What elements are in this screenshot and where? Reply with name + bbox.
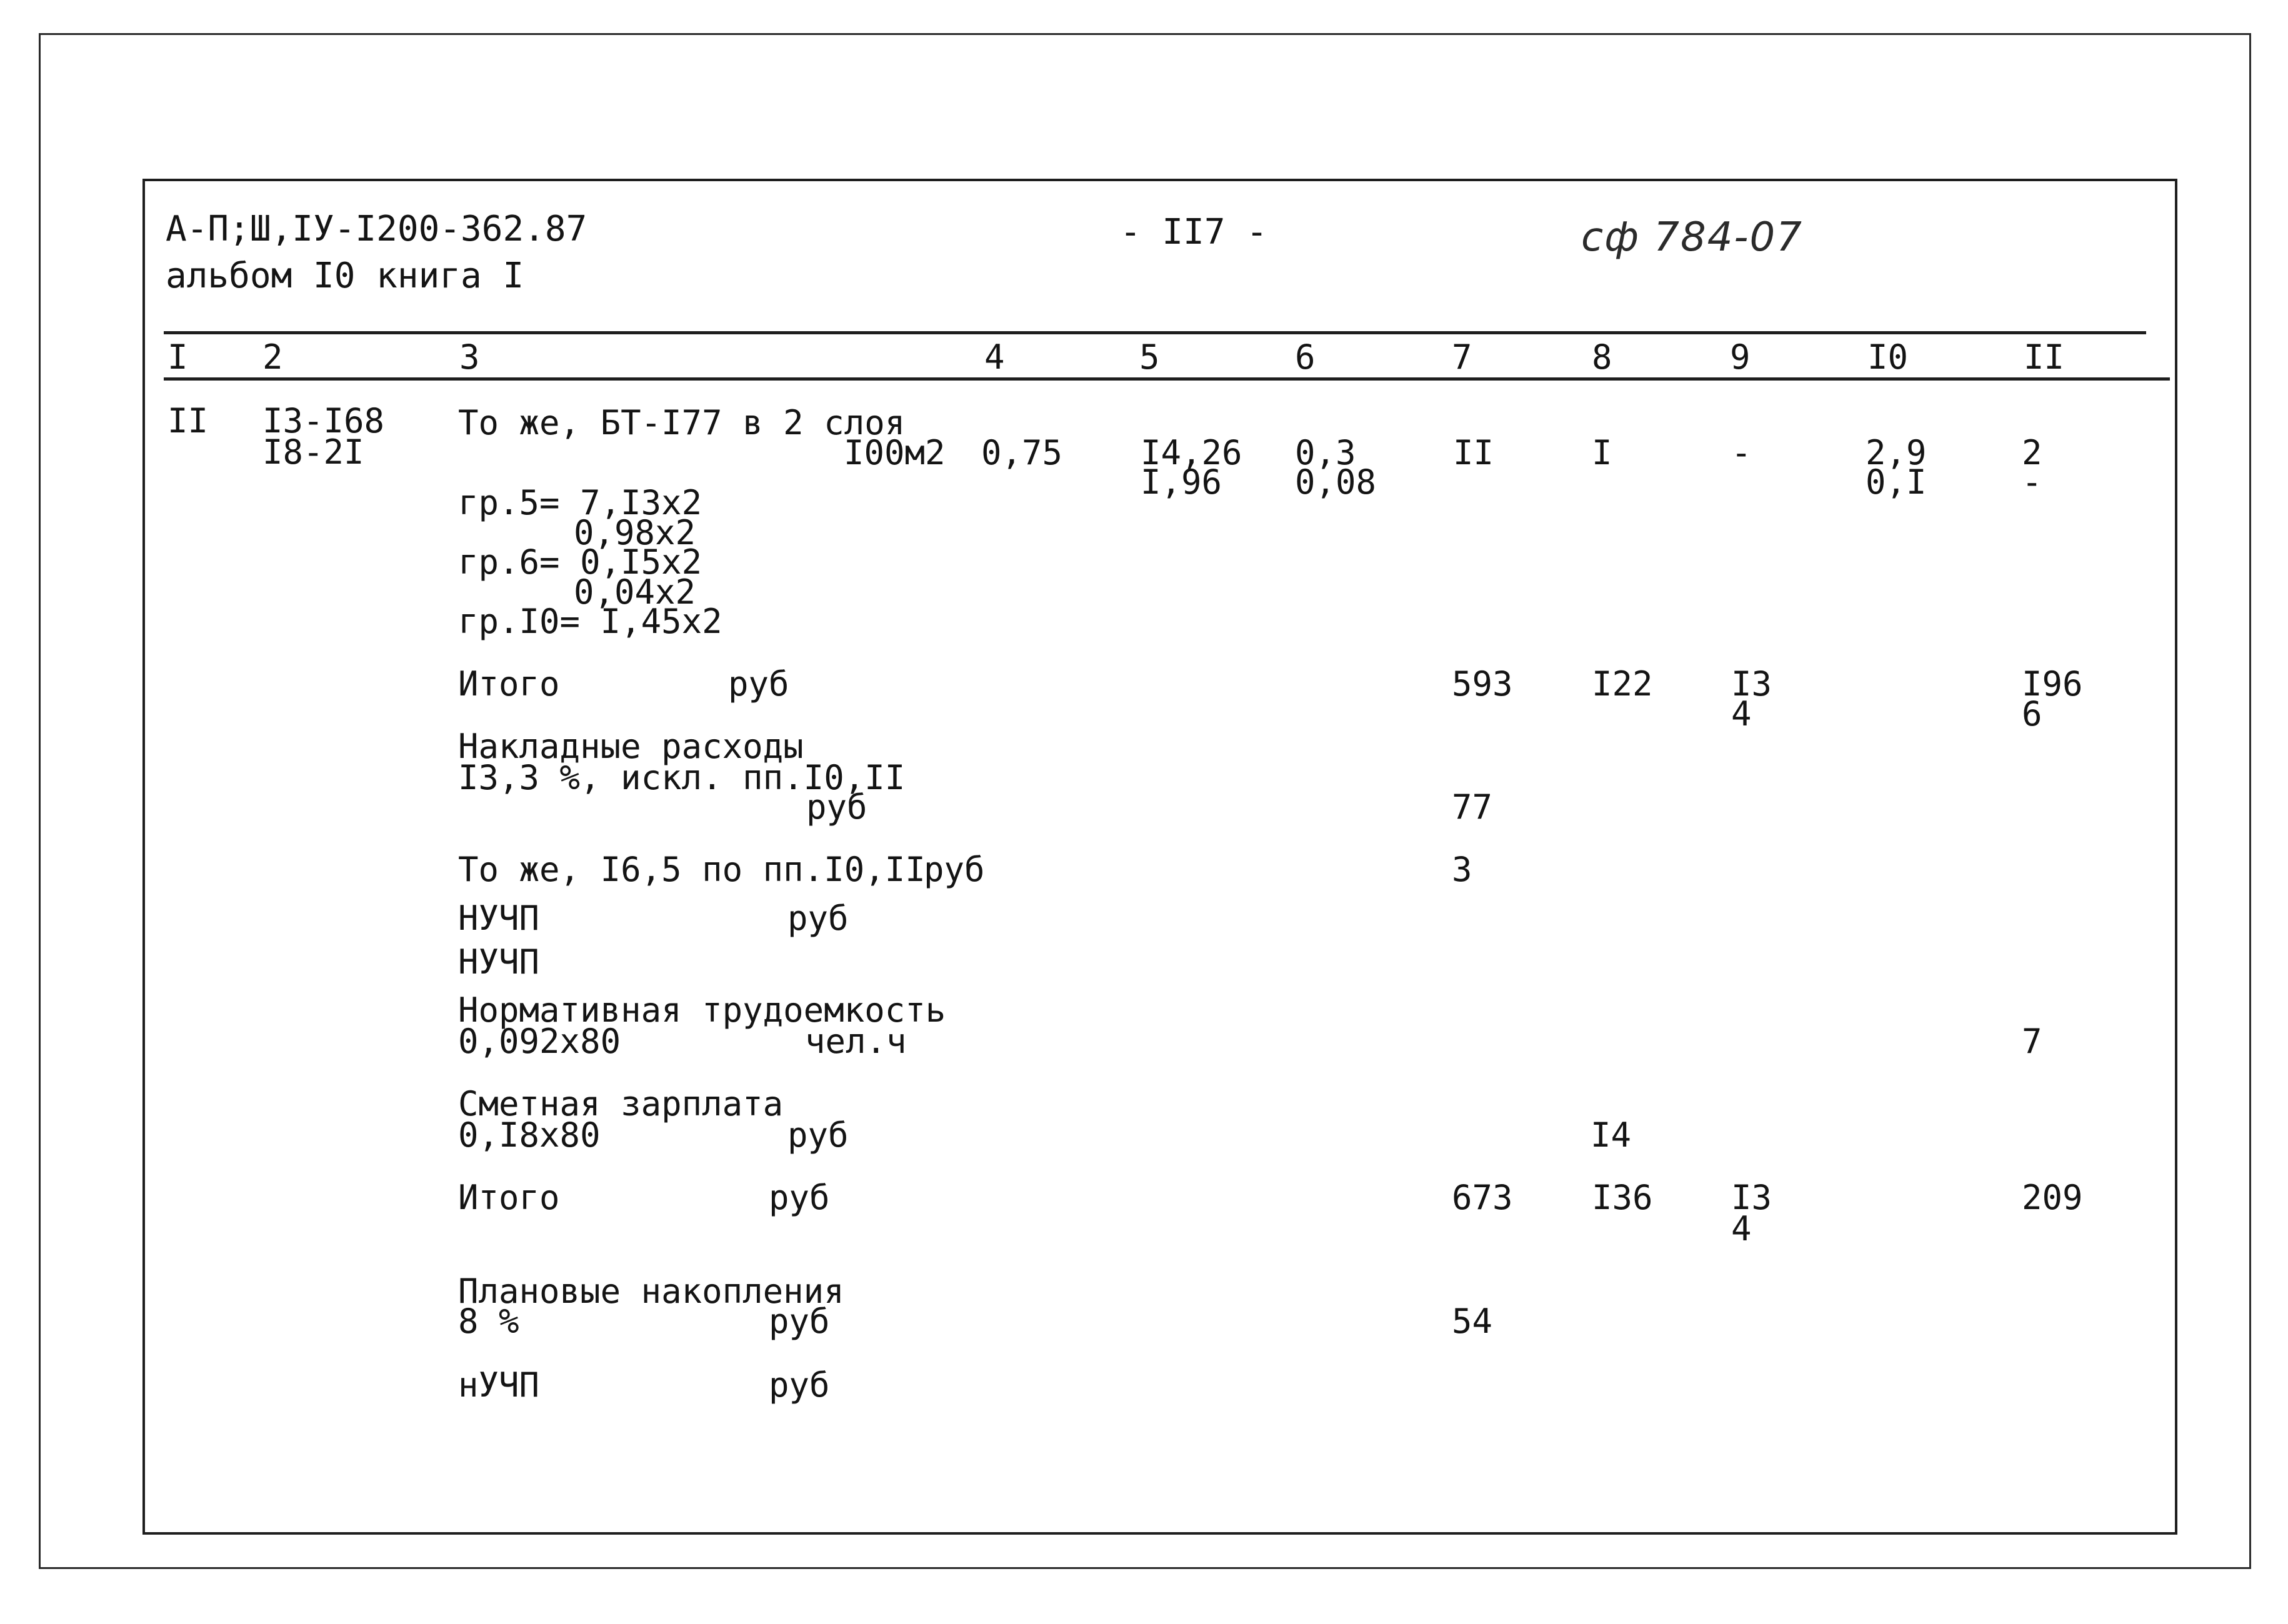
same-unit: руб (924, 850, 985, 889)
itogo-2-col8: I36 (1592, 1178, 1653, 1217)
formula-gr5-cont: 0,98x2 (574, 513, 696, 552)
wage-col8: I4 (1591, 1115, 1632, 1155)
overhead-label-1: Накладные расходы (458, 727, 804, 766)
entry-unit: I00м2 (844, 433, 946, 472)
wage-label-2: 0,I8x80 (458, 1115, 601, 1155)
formula-gr10: гр.I0= I,45x2 (458, 602, 722, 641)
itogo-1-label: Итого (458, 664, 560, 704)
same-label: То же, I6,5 по пп.I0,II (458, 850, 926, 889)
entry-code-1: I3-I68 (262, 401, 385, 441)
plan-label-1: Плановые накопления (458, 1272, 844, 1311)
wage-unit: руб (787, 1115, 849, 1155)
overhead-label-2: I3,3 %, искл. пп.I0,II (458, 758, 906, 797)
nuchp-1-label: НУЧП (458, 899, 540, 938)
plan-label-2: 8 % (458, 1302, 519, 1341)
header-rule-bottom (164, 377, 2170, 381)
itogo-2-col9-2: 4 (1731, 1209, 1752, 1248)
nuchp-1-unit: руб (787, 899, 849, 938)
handwritten-stamp: сф 784-07 (1581, 214, 1803, 261)
entry-col9: - (1731, 433, 1752, 472)
entry-col10-2: 0,I (1866, 462, 1927, 502)
entry-col6-1: 0,3 (1295, 433, 1356, 472)
entry-number: II (167, 401, 209, 441)
col-num-1: I (167, 337, 188, 377)
formula-gr6: гр.6= 0,I5x2 (458, 542, 702, 582)
page-number: - II7 - (1120, 212, 1268, 252)
col-num-2: 2 (262, 337, 283, 377)
overhead-col7: 77 (1452, 787, 1493, 827)
overhead-unit: руб (806, 787, 867, 827)
labor-unit: чел.ч (805, 1022, 907, 1061)
itogo-2-unit: руб (769, 1178, 830, 1217)
entry-code-2: I8-2I (262, 432, 364, 472)
album-label: альбом I0 книга I (166, 256, 524, 296)
formula-gr5: гр.5= 7,I3x2 (458, 483, 702, 522)
itogo-2-col7: 673 (1452, 1178, 1513, 1217)
itogo-1-unit: руб (728, 664, 789, 704)
labor-label-2: 0,092x80 (458, 1022, 621, 1061)
itogo-1-col11-1: I96 (2022, 664, 2083, 704)
itogo-1-col8: I22 (1592, 664, 1653, 704)
col-num-6: 6 (1295, 337, 1316, 377)
entry-col5-2: I,96 (1141, 462, 1222, 502)
entry-col11-1: 2 (2022, 433, 2042, 472)
nuchp-2-label: НУЧП (458, 942, 540, 982)
col-num-7: 7 (1452, 337, 1472, 377)
inner-frame (142, 179, 2177, 1535)
entry-col5-1: I4,26 (1141, 433, 1242, 472)
formula-gr6-cont: 0,04x2 (574, 572, 696, 612)
entry-col7: II (1453, 433, 1494, 472)
labor-col11: 7 (2022, 1022, 2042, 1061)
doc-code: А-П;Ш,IУ-I200-362.87 (166, 209, 587, 249)
wage-label-1: Сметная зарплата (458, 1084, 784, 1123)
itogo-1-col7: 593 (1452, 664, 1513, 704)
col-num-3: 3 (459, 337, 480, 377)
itogo-1-col9-1: I3 (1731, 664, 1772, 704)
plan-col7: 54 (1452, 1302, 1493, 1341)
entry-col6-2: 0,08 (1295, 462, 1377, 502)
itogo-2-col11: 209 (2022, 1178, 2083, 1217)
entry-quantity: 0,75 (981, 433, 1063, 472)
col-num-8: 8 (1592, 337, 1612, 377)
entry-col11-2: - (2022, 462, 2042, 502)
itogo-2-label: Итого (458, 1178, 560, 1217)
header-rule-top (164, 331, 2146, 334)
col-num-4: 4 (984, 337, 1005, 377)
col-num-10: I0 (1867, 337, 1909, 377)
plan-unit: руб (769, 1302, 830, 1341)
itogo-1-col9-2: 4 (1731, 694, 1752, 734)
nuchp-3-label: нУЧП (458, 1365, 540, 1405)
col-num-9: 9 (1730, 337, 1751, 377)
same-col7: 3 (1452, 850, 1472, 889)
col-num-5: 5 (1139, 337, 1160, 377)
nuchp-3-unit: руб (769, 1365, 830, 1405)
itogo-2-col9-1: I3 (1731, 1178, 1772, 1217)
entry-description: То же, БТ-I77 в 2 слоя (458, 403, 906, 442)
col-num-11: II (2024, 337, 2065, 377)
labor-label-1: Нормативная трудоемкость (458, 990, 946, 1030)
entry-col8: I (1592, 433, 1612, 472)
itogo-1-col11-2: 6 (2022, 694, 2042, 734)
entry-col10-1: 2,9 (1866, 433, 1927, 472)
